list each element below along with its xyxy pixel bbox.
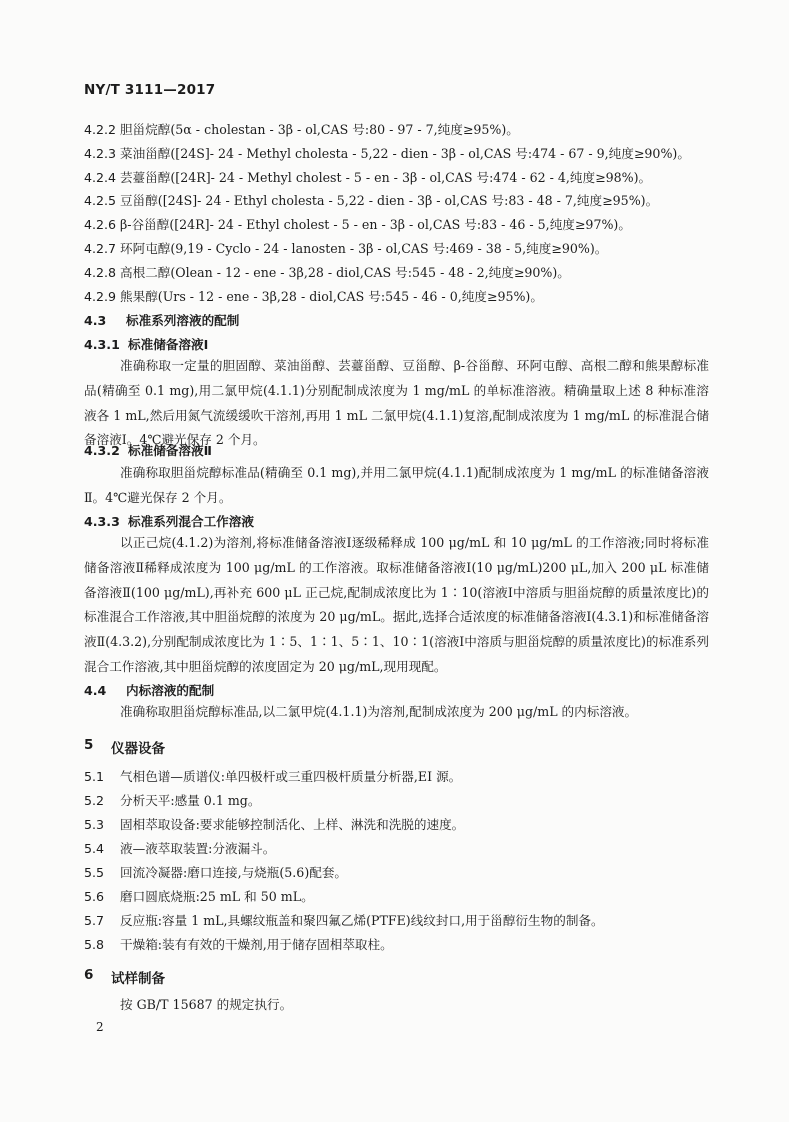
clause-text: 胆甾烷醇(5α - cholestan - 3β - ol,CAS 号:80 - 97 - 7,纯度≥95%)。 [120,122,519,137]
section-title: 标准系列溶液的配制 [126,313,240,328]
clause-number: 4.2.8 [84,265,117,280]
clause-text: 高根二醇(Olean - 12 - ene - 3β,28 - diol,CAS 号:545 - 48 - 2,纯度≥90%)。 [120,265,570,280]
clause-text: 熊果醇(Urs - 12 - ene - 3β,28 - diol,CAS 号:545 - 46 - 0,纯度≥95%)。 [120,289,543,304]
chapter-number: 6 [84,967,94,983]
paragraph: 按 GB/T 15687 的规定执行。 [120,997,293,1012]
clause-number: 4.2.3 [84,146,117,161]
clause-text: 反应瓶:容量 1 mL,具螺纹瓶盖和聚四氟乙烯(PTFE)线纹封口,用于甾醇衍生物的制备。 [120,913,604,928]
section-title: 内标溶液的配制 [126,683,215,698]
clause-text: 气相色谱—质谱仪:单四极杆或三重四极杆质量分析器,EI 源。 [120,769,462,784]
section-number: 4.3 [84,313,107,328]
clause-text: 液—液萃取装置:分液漏斗。 [120,841,276,856]
clause-text: 干燥箱:装有有效的干燥剂,用于储存固相萃取柱。 [120,937,393,952]
section-number: 4.4 [84,683,107,698]
clause-text: 回流冷凝器:磨口连接,与烧瓶(5.6)配套。 [120,865,348,880]
clause-number: 5.5 [84,865,105,880]
section-title: 标准储备溶液Ⅱ [128,443,212,458]
section-number: 4.3.2 [84,443,120,458]
clause-text: 菜油甾醇([24S]- 24 - Methyl cholesta - 5,22 - dien - 3β - ol,CAS 号:474 - 67 - 9,纯度≥90%)。 [120,146,690,161]
clause-text: 固相萃取设备:要求能够控制活化、上样、淋洗和洗脱的速度。 [120,817,465,832]
section-number: 4.3.3 [84,514,120,529]
paragraph: 以正己烷(4.1.2)为溶剂,将标准储备溶液Ⅰ逐级稀释成 100 μg/mL 和 10 μg/mL 的工作溶液;同时将标准储备溶液Ⅱ稀释成浓度为 100 μg/mL 的工作溶液。取标准储备溶液Ⅰ(10 μg/mL)200 μL,加入 200 μL 标准储备溶液Ⅱ(100 μg/mL),再补充 600 μL 正己烷,配制成浓度比为 1∶10(溶液Ⅰ中溶质与胆甾烷醇的质量浓度比)的标准混合工作溶液,其中胆甾烷醇的浓度为 20 μg/mL。据此,选择合适浓度的标准储备溶液Ⅰ(4.3.1)和标准储备溶液Ⅱ(4.3.2),分别配制成浓度比为 1∶5、1∶1、5∶1、10∶1(溶液Ⅰ中溶质与胆甾烷醇的质量浓度比)的标准系列混合工作溶液,其中胆甾烷醇的浓度固定为 20 μg/mL,现用现配。 [84,535,709,674]
section-title: 标准储备溶液Ⅰ [128,337,209,352]
clause-text: 磨口圆底烧瓶:25 mL 和 50 mL。 [120,889,314,904]
clause-text: 芸薹甾醇([24R]- 24 - Methyl cholest - 5 - en - 3β - ol,CAS 号:474 - 62 - 4,纯度≥98%)。 [120,170,652,185]
clause-text: 豆甾醇([24S]- 24 - Ethyl cholesta - 5,22 - dien - 3β - ol,CAS 号:83 - 48 - 7,纯度≥95%)。 [120,193,659,208]
clause-text: 分析天平:感量 0.1 mg。 [120,793,261,808]
chapter-number: 5 [84,737,94,753]
clause-number: 5.2 [84,793,105,808]
clause-number: 4.2.5 [84,193,117,208]
clause-number: 4.2.7 [84,241,117,256]
clause-number: 5.7 [84,913,105,928]
section-number: 4.3.1 [84,337,120,352]
clause-number: 4.2.9 [84,289,117,304]
clause-text: β-谷甾醇([24R]- 24 - Ethyl cholest - 5 - en - 3β - ol,CAS 号:83 - 46 - 5,纯度≥97%)。 [120,217,631,232]
clause-text: 环阿屯醇(9,19 - Cyclo - 24 - lanosten - 3β - ol,CAS 号:469 - 38 - 5,纯度≥90%)。 [120,241,608,256]
section-title: 标准系列混合工作溶液 [128,514,254,529]
clause-number: 5.1 [84,769,105,784]
chapter-title: 试样制备 [111,971,165,987]
page-number: 2 [96,1020,104,1034]
chapter-title: 仪器设备 [111,741,165,757]
paragraph: 准确称取胆甾烷醇标准品,以二氯甲烷(4.1.1)为溶剂,配制成浓度为 200 μg/mL 的内标溶液。 [120,704,638,719]
clause-number: 5.3 [84,817,105,832]
clause-number: 5.6 [84,889,105,904]
paragraph: 准确称取一定量的胆固醇、菜油甾醇、芸薹甾醇、豆甾醇、β-谷甾醇、环阿屯醇、高根二醇和熊果醇标准品(精确至 0.1 mg),用二氯甲烷(4.1.1)分别配制成浓度为 1 mg/mL 的单标准溶液。精确量取上述 8 种标准溶液各 1 mL,然后用氮气流缓缓吹干溶剂,再用 1 mL 二氯甲烷(4.1.1)复溶,配制成浓度为 1 mg/mL 的标准混合储备溶液Ⅰ。4℃避光保存 2 个月。 [84,358,709,448]
clause-number: 5.4 [84,841,105,856]
paragraph: 准确称取胆甾烷醇标准品(精确至 0.1 mg),并用二氯甲烷(4.1.1)配制成浓度为 1 mg/mL 的标准储备溶液Ⅱ。4℃避光保存 2 个月。 [84,465,709,505]
clause-number: 4.2.6 [84,217,117,232]
standard-code-header: NY/T 3111—2017 [84,82,216,98]
clause-number: 4.2.4 [84,170,117,185]
clause-number: 4.2.2 [84,122,117,137]
clause-number: 5.8 [84,937,105,952]
